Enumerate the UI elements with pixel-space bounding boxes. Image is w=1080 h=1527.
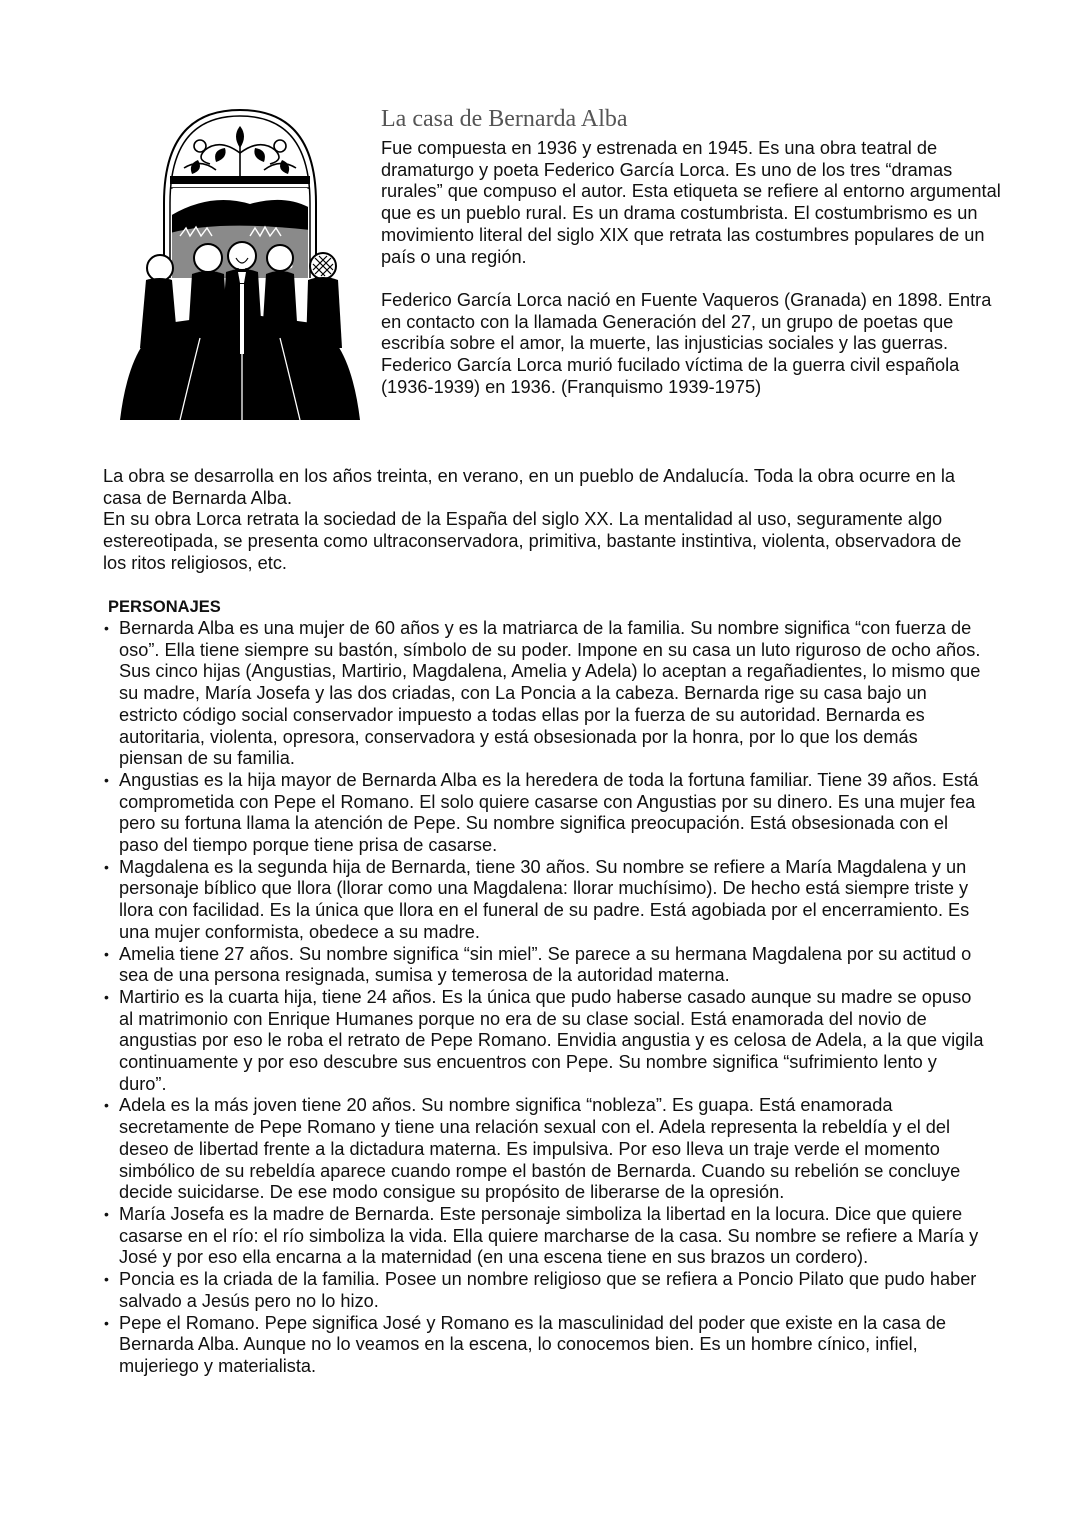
context-line: En su obra Lorca retrata la sociedad de la España del siglo XX. La mentalidad al uso, seguramente algo estereotipada, se presenta como ultraconservadora, primitiva, bastante instintiva, violenta, observadora de los ritos religiosos, etc. [103, 509, 962, 573]
character-description: María Josefa es la madre de Bernarda. Este personaje simboliza la libertad en la locura. Dice que quiere casarse en el río: el río simboliza la vida. Ella quiere marcharse de la casa. Su nombre se refiere a María y José y por eso ella encarna a la maternidad (en una escena tiene en sus brazos un cordero). [119, 1203, 979, 1268]
context-line: La obra se desarrolla en los años treinta, en verano, en un pueblo de Andalucía. Toda la obra ocurre en la casa de Bernarda Alba. [103, 466, 956, 508]
character-item-angustias [104, 770, 984, 857]
character-item-amelia [104, 944, 984, 987]
bullet-icon: • [104, 620, 109, 636]
character-description: Pepe el Romano. Pepe significa José y Romano es la masculinidad del poder que existe en la casa de Bernarda Alba. Aunque no lo veamos en la escena, lo conocemos bien. Es un hombre cínico, infiel, mujeriego y materialista. [119, 1312, 947, 1376]
character-item-adela [104, 1095, 984, 1204]
bullet-icon: • [104, 1097, 109, 1114]
character-item-pepe-el-romano [104, 1313, 984, 1378]
paragraph-text: Federico García Lorca nació en Fuente Vaqueros (Granada) en 1898. Entra en contacto con la llamada Generación del 27, un grupo de poetas que escribía sobre el amor, la muerte, las injusticias sociales y las guerras. Federico García Lorca murió fucilado víctima de la guerra civil española (1936-1939) en 1936. (Franquismo 1939-1975) [381, 290, 992, 397]
character-description: Angustias es la hija mayor de Bernarda Alba es la heredera de toda la fortuna familiar. Tiene 39 años. Está comprometida con Pepe el Romano. El solo quiere casarse con Angustias por su dinero. Es una mujer fea pero su fortuna llama la atención de Pepe. Su nombre significa preocupación. Está obsesionada con el paso del tiempo porque tiene prisa de casarse. [119, 769, 979, 856]
bernarda-daughters-window-illustration-icon [120, 108, 360, 420]
characters-list [104, 618, 984, 1378]
bullet-icon: • [104, 1314, 109, 1331]
bullet-icon: • [104, 858, 109, 875]
intro-paragraph-author [381, 290, 1001, 399]
bullet-icon: • [104, 988, 109, 1005]
character-item-bernarda [104, 618, 984, 770]
character-item-maria-josefa [104, 1204, 984, 1269]
paragraph-text: Fue compuesta en 1936 y estrenada en 1945. Es una obra teatral de dramaturgo y poeta Federico García Lorca. Es uno de los tres “dramas rurales” que compuso el autor. Esta etiqueta se refiere al entorno argumental que es un pueblo rural. Es un drama costumbrista. El costumbrismo es un movimiento literal del siglo XIX que retrata las costumbres populares de un país o una región. [381, 138, 1001, 267]
character-description: Poncia es la criada de la familia. Posee un nombre religioso que se refiera a Poncio Pilato que pudo haber salvado a Jesús pero no lo hizo. [119, 1269, 977, 1311]
context-section [103, 466, 983, 575]
character-description: Amelia tiene 27 años. Su nombre significa “sin miel”. Se parece a su hermana Magdalena por su actitud o sea de una persona resignada, sumisa y temerosa de la autoridad materna. [119, 943, 972, 986]
character-description: Bernarda Alba es una mujer de 60 años y es la matriarca de la familia. Su nombre significa “con fuerza de oso”. Ella tiene siempre su bastón, símbolo de su poder. Impone en su casa un luto riguroso de ocho años. Sus cinco hijas (Angustias, Martirio, Magdalena, Amelia y Adela) lo aceptan a regañadientes, lo mismo que su madre, María Josefa y las dos criadas, con La Poncia a la cabeza. Bernarda rige su casa bajo un estricto código social conservador impuesto a todas ellas por la fuerza de su autoridad. Bernarda es autoritaria, violenta, opresora, conservadora y está obsesionada por la honra, por lo que los demás piensan de su familia. [119, 618, 981, 769]
bullet-icon: • [104, 1205, 109, 1222]
character-description: Magdalena es la segunda hija de Bernarda, tiene 30 años. Su nombre se refiere a María Magdalena y un personaje bíblico que llora (llorar como una Magdalena: llorar muchísimo). De hecho está siempre triste y llora con facilidad. Es la única que llora en el funeral de su padre. Está agobiada por el encerramiento. Es una mujer conformista, obedece a su madre. [119, 856, 970, 942]
intro-paragraph-composition [381, 138, 1001, 268]
character-description: Adela es la más joven tiene 20 años. Su nombre significa “nobleza”. Es guapa. Está enamorada secretamente de Pepe Romano y tiene una relación sexual con el. Adela representa la rebeldía y el del deseo de libertad frente a la dictadura materna. Es impulsiva. Por eso lleva un traje verde el momento simbólico de su rebeldía aparece cuando rompe el bastón de Bernarda. Cuando su rebelión se concluye decide suicidarse. De ese modo consigue su propósito de liberarse de la opresión. [119, 1095, 961, 1203]
character-description: Martirio es la cuarta hija, tiene 24 años. Es la única que pudo haberse casado aunque su madre se opuso al matrimonio con Enrique Humanes porque no era de su clase social. Está enamorada del novio de angustias por eso le roba el retrato de Pepe Romano. Envidia angustia y es celosa de Adela, a la que vigila continuamente y por eso descubre sus encuentros con Pepe. Su nombre significa “sufrimiento lento y duro”. [119, 986, 984, 1094]
character-item-poncia [104, 1269, 984, 1312]
character-item-martirio [104, 987, 984, 1096]
bullet-icon: • [104, 945, 109, 962]
bullet-icon: • [104, 1271, 109, 1288]
cover-illustration [120, 108, 360, 420]
characters-heading: PERSONAJES [108, 598, 221, 616]
document-title: La casa de Bernarda Alba [381, 106, 628, 132]
bullet-icon: • [104, 771, 109, 788]
character-item-magdalena [104, 857, 984, 944]
